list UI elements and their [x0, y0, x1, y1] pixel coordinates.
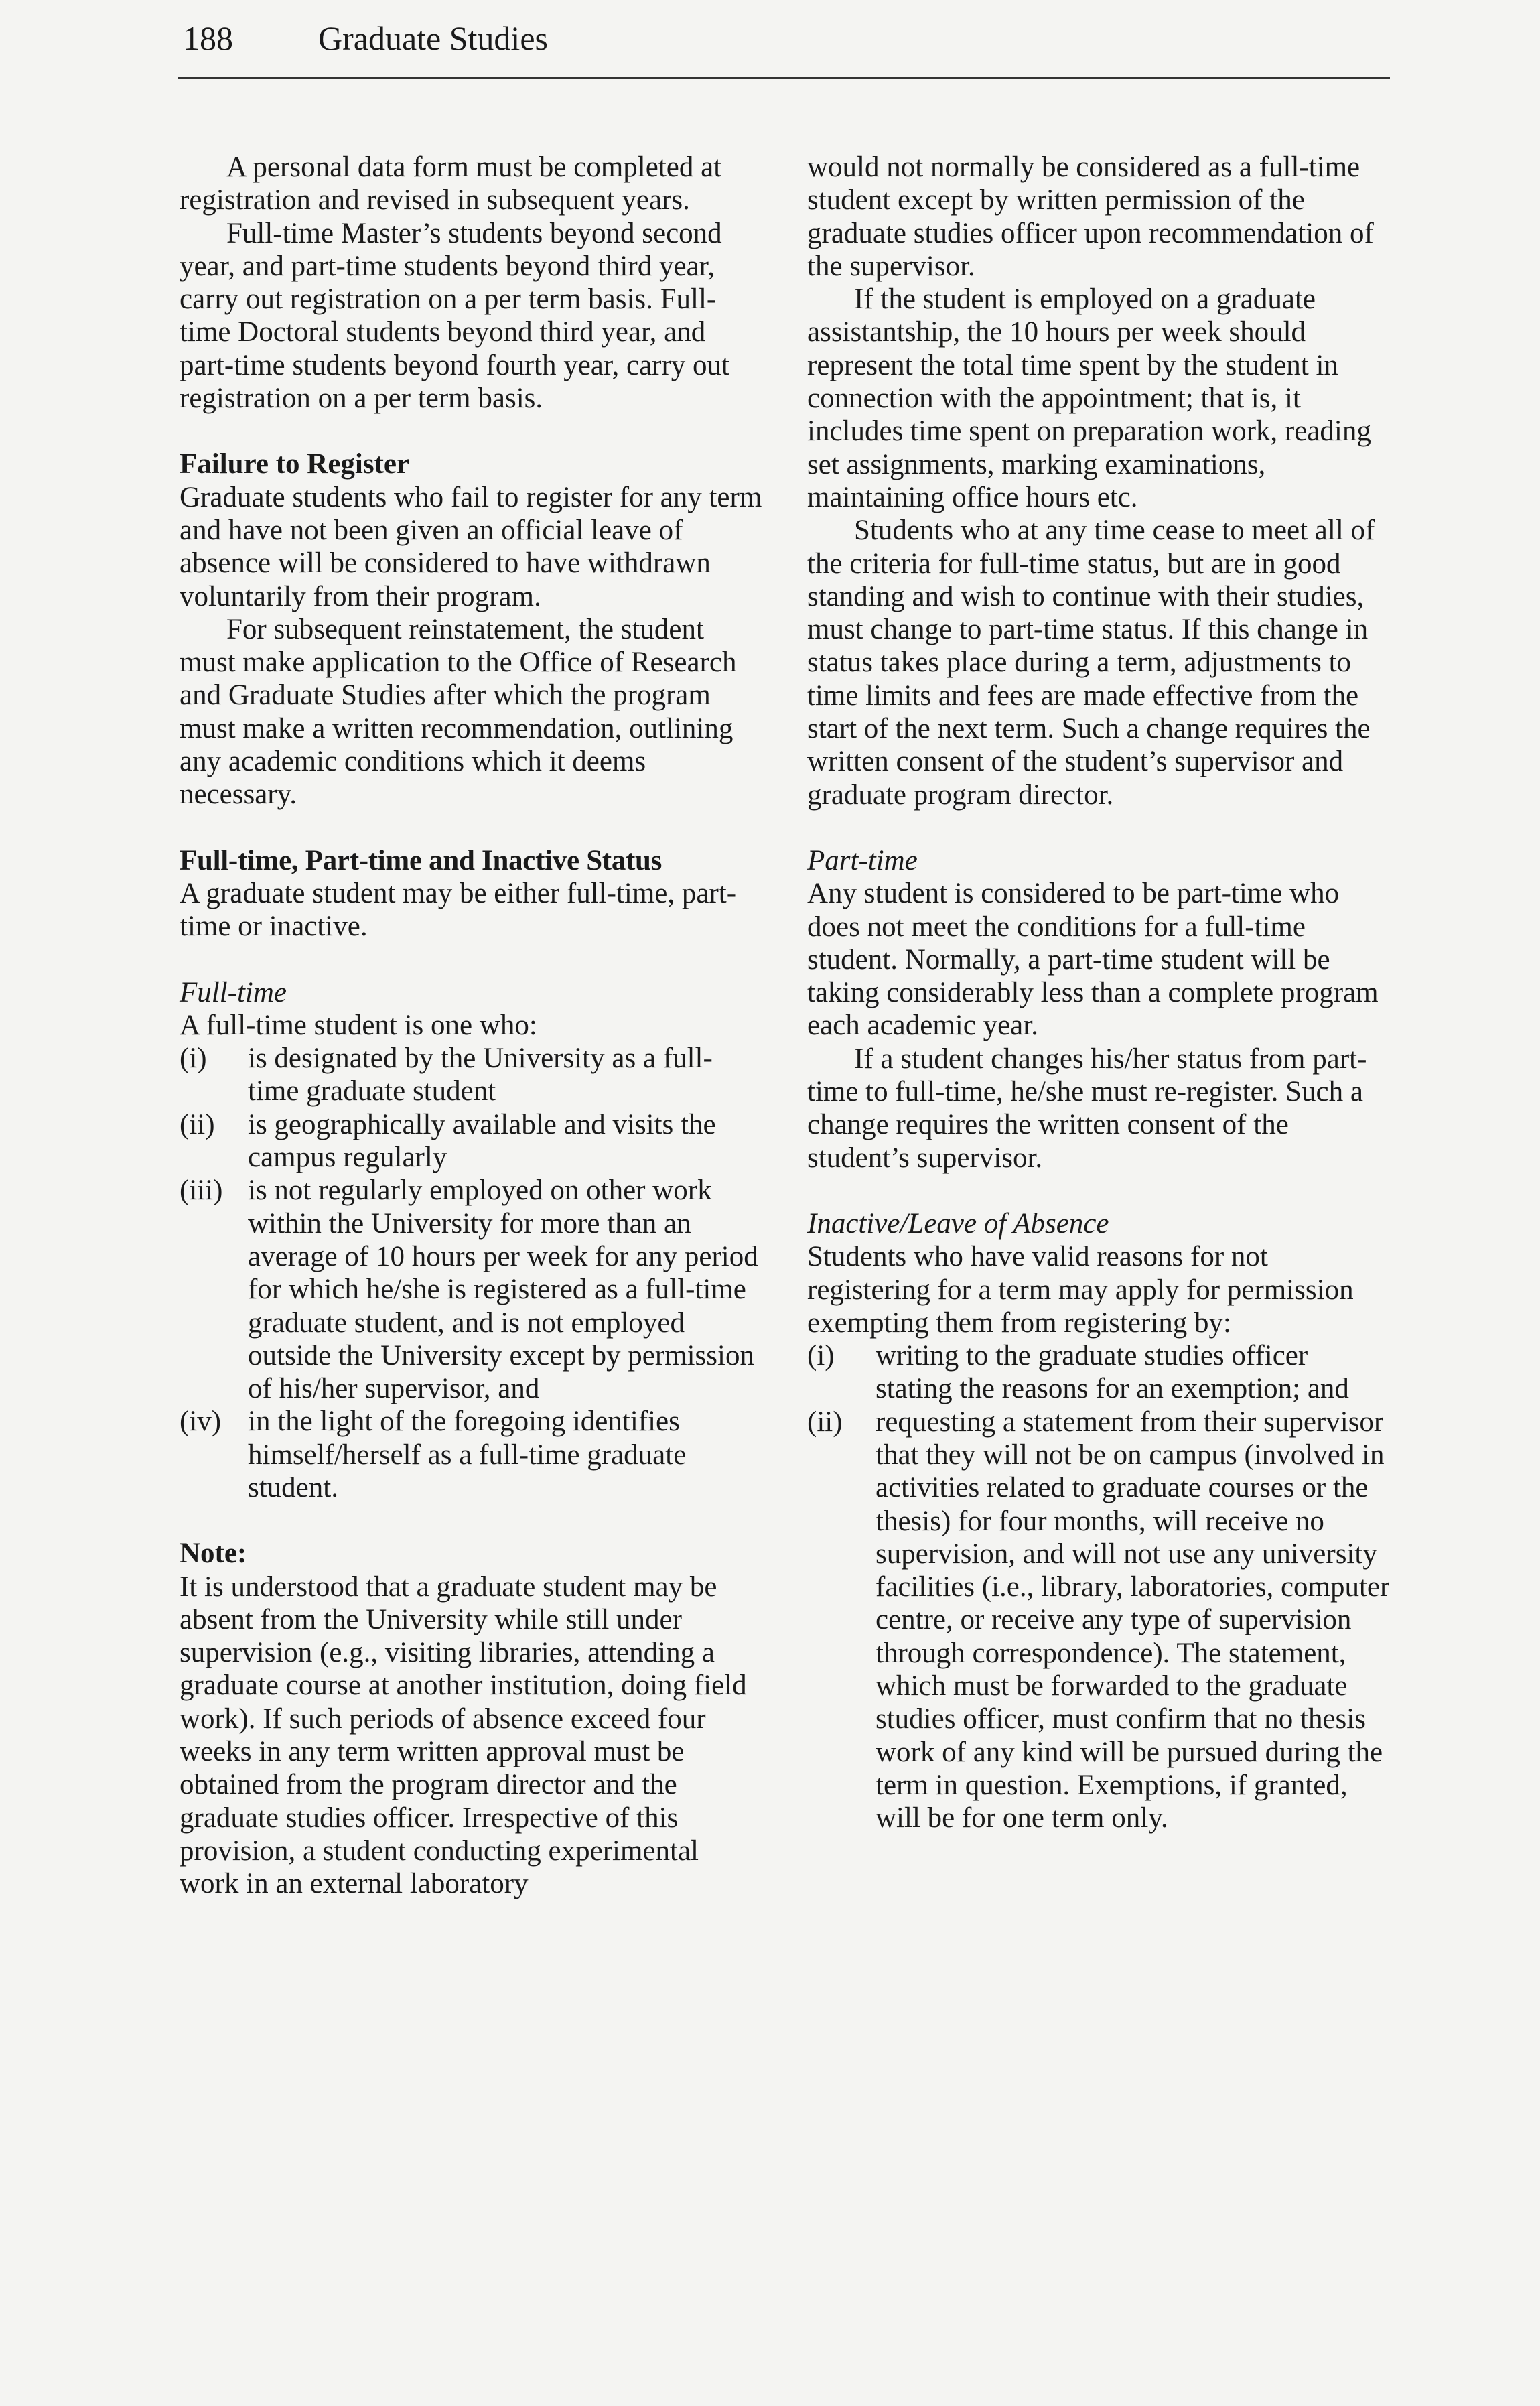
page-header: [178, 8, 1390, 75]
list-item-text: is not regularly employed on other work within the University for more than an average of 10 hours per week for any period for which he/she is registered as a full-time graduate student, and is not employed outside the University except by permission of his/her supervisor, and: [248, 1175, 758, 1405]
list-item: [180, 1174, 762, 1405]
continued-paragraph-1: would not normally be considered as a full-time student except by written permission of the graduate studies officer upon recommendation of the supervisor.: [807, 151, 1374, 282]
list-item-text: in the light of the foregoing identifies himself/herself as a full-time graduate student.: [248, 1406, 687, 1503]
fulltime-criteria-list: [180, 1042, 762, 1504]
list-item: [180, 1405, 762, 1504]
parttime-paragraph-1: Any student is considered to be part-time who does not meet the conditions for a full-time student. Normally, a part-time student will be taking considerably less than a complete program each academic year.: [807, 878, 1379, 1042]
note-heading: Note:: [180, 1538, 247, 1570]
list-marker: (i): [180, 1043, 207, 1075]
right-column: [807, 151, 1390, 1835]
parttime-paragraph-2: If a student changes his/her status from part-time to full-time, he/she must re-register. Such a change requires the written consent of the student’s supervisor.: [807, 1043, 1367, 1174]
continued-paragraph-2: If the student is employed on a graduate assistantship, the 10 hours per week should represent the total time spent by the student in connection with the appointment; that is, it includes time spent on preparation work, reading set assignments, marking examinations, maintaining office hours etc.: [807, 283, 1371, 513]
inactive-subheading: Inactive/Leave of Absence: [807, 1207, 1109, 1240]
list-item-text: writing to the graduate studies officer stating the reasons for an exemption; and: [876, 1340, 1349, 1405]
list-item: [807, 1406, 1390, 1835]
left-column: [180, 151, 762, 1901]
exemption-steps-list: [807, 1339, 1390, 1834]
running-title: Graduate Studies: [318, 19, 548, 57]
list-marker: (ii): [180, 1108, 215, 1140]
header-rule: [178, 77, 1390, 79]
failure-paragraph-1: Graduate students who fail to register for any term and have not been given an official leave of absence will be considered to have withdrawn voluntarily from their program.: [180, 481, 762, 612]
list-marker: (iii): [180, 1175, 223, 1207]
list-item: [180, 1108, 762, 1175]
intro-paragraph-2: Full-time Master’s students beyond second year, and part-time students beyond third year, carry out registration on a per term basis. Full-time Doctoral students beyond third year, and part-time students beyond fourth year, carry out registration on a per term basis.: [180, 217, 729, 415]
continued-paragraph-3: Students who at any time cease to meet all of the criteria for full-time status, but are in good standing and wish to continue with their studies, must change to part-time status. If this change in status takes place during a term, adjustments to time limits and fees are made effective from the start of the next term. Such a change requires the written consent of the student’s supervisor and graduate program director.: [807, 515, 1375, 811]
list-item-text: is geographically available and visits the campus regularly: [248, 1108, 716, 1174]
inactive-paragraph: Students who have valid reasons for not registering for a term may apply for permission exempting them from registering by:: [807, 1241, 1354, 1339]
list-item: [180, 1042, 762, 1108]
status-paragraph: A graduate student may be either full-time, part-time or inactive.: [180, 877, 737, 943]
status-heading: Full-time, Part-time and Inactive Status: [180, 844, 662, 876]
note-paragraph: It is understood that a graduate student may be absent from the University while still under supervision (e.g., visiting libraries, attending a graduate course at another institution, doing field work). If such periods of absence exceed four weeks in any term written approval must be obtained from the program director and the graduate studies officer. Irrespective of this provision, a student conducting experimental work in an external laboratory: [180, 1570, 747, 1900]
failure-to-register-heading: Failure to Register: [180, 448, 410, 480]
list-item-text: is designated by the University as a full-time graduate student: [248, 1043, 713, 1108]
list-marker: (ii): [807, 1406, 843, 1438]
list-marker: (i): [807, 1340, 835, 1372]
fulltime-intro: A full-time student is one who:: [180, 1009, 537, 1041]
list-item-text: requesting a statement from their supervisor that they will not be on campus (involved in activities related to graduate courses or the thesis) for four months, will receive no supervision, and will not use any university facilities (i.e., library, laboratories, computer centre, or receive any type of supervision through correspondence). The statement, which must be forwarded to the graduate studies officer, must confirm that no thesis work of any kind will be pursued during the term in question. Exemptions, if granted, will be for one term only.: [876, 1406, 1390, 1834]
intro-paragraph-1: A personal data form must be completed at registration and revised in subsequent years.: [180, 151, 722, 216]
list-marker: (iv): [180, 1406, 222, 1438]
page-number: 188: [183, 19, 233, 57]
failure-paragraph-2: For subsequent reinstatement, the student must make application to the Office of Research and Graduate Studies after which the program must make a written recommendation, outlining any academic conditions which it deems necessary.: [180, 613, 737, 811]
fulltime-subheading: Full-time: [180, 976, 287, 1008]
parttime-subheading: Part-time: [807, 844, 918, 876]
list-item: [807, 1339, 1390, 1406]
